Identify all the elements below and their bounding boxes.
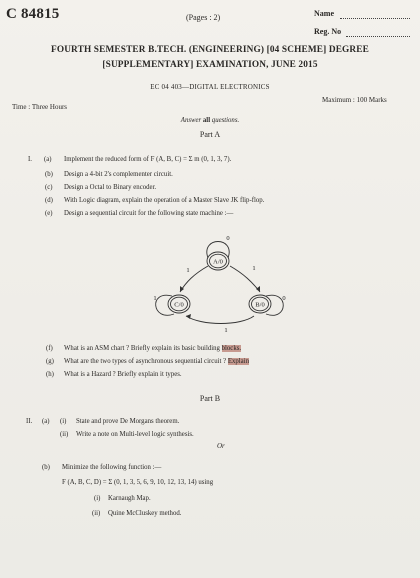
question-1e-text: Design a sequential circuit for the following state machine :—: [64, 210, 234, 217]
right-loop-label: 0: [282, 295, 286, 302]
question-2b-function: F (A, B, C, D) = Σ (0, 1, 3, 5, 6, 9, 10, 12, 13, 14) using: [62, 479, 214, 486]
arrowhead-right: [256, 286, 260, 292]
question-2a-ii-text: Write a note on Multi-level logic synthesis.: [76, 431, 194, 438]
name-label: Name: [314, 9, 334, 18]
question-1g-label: (g): [46, 358, 54, 365]
question-1h-text: What is a Hazard ? Briefly explain it types.: [64, 371, 182, 378]
edge-top-to-left: [180, 266, 208, 292]
question-2a-i-label: (i): [60, 418, 67, 425]
question-2a-i-text: State and prove De Morgans theorem.: [76, 418, 180, 425]
question-2b-i-text: Karnaugh Map.: [108, 495, 151, 502]
reg-no-field-line: [346, 36, 410, 37]
question-1c-label: (c): [45, 184, 53, 191]
edge-top-right-label: 1: [252, 265, 256, 272]
part-a-heading: Part A: [199, 130, 221, 139]
exam-title-line1: FOURTH SEMESTER B.TECH. (ENGINEERING) [04 SCHEME] DEGREE: [50, 45, 369, 55]
reg-no-label: Reg. No: [314, 27, 342, 36]
state-c-label: C/0: [174, 301, 184, 309]
instruction-bold: all: [202, 117, 211, 124]
instruction-prefix: Answer: [180, 117, 202, 124]
question-1d-text: With Logic diagram, explain the operation of a Master Slave JK flip-flop.: [64, 197, 265, 204]
question-1g-highlight: Explain: [227, 358, 249, 365]
exam-title-line2: [SUPPLEMENTARY] EXAMINATION, JUNE 2015: [102, 60, 318, 70]
time-allowed: Time : Three Hours: [12, 103, 68, 111]
question-2a-label: (a): [42, 418, 50, 425]
edge-bottom-label: 1: [224, 327, 228, 334]
edge-top-left-label: 1: [186, 267, 190, 274]
left-loop-label: 1: [153, 295, 157, 302]
instruction: [0, 117, 420, 124]
question-1g-line: [64, 358, 249, 365]
question-2b-text: Minimize the following function :—: [62, 464, 162, 471]
question-2-number: II.: [26, 418, 33, 425]
question-2b-ii-text: Quine McCluskey method.: [108, 510, 182, 517]
top-loop-label: 0: [226, 235, 230, 242]
state-a-label: A/0: [213, 258, 223, 266]
instruction-suffix: questions.: [211, 117, 240, 124]
question-1-number: I.: [28, 156, 32, 163]
question-1f-highlight: blocks.: [221, 345, 242, 352]
question-2b-label: (b): [42, 464, 50, 471]
left-self-loop: [156, 295, 174, 315]
question-1a-label: (a): [44, 156, 52, 163]
question-2b-i-label: (i): [94, 495, 101, 502]
maximum-marks: Maximum : 100 Marks: [322, 96, 387, 104]
question-1e-label: (e): [45, 210, 53, 217]
question-2b-ii-label: (ii): [92, 510, 101, 517]
page-count: (Pages : 2): [186, 13, 221, 22]
edge-right-to-left: [186, 316, 254, 324]
course-title: EC 04 403—DIGITAL ELECTRONICS: [150, 83, 270, 91]
state-b-label: B/0: [255, 301, 265, 309]
question-1c-text: Design a Octal to Binary encoder.: [64, 184, 157, 191]
question-2a-ii-label: (ii): [60, 431, 69, 438]
name-field-line: [340, 18, 410, 19]
question-1f-text: What is an ASM chart ? Briefly explain its basic building: [64, 345, 220, 352]
question-1a-text: Implement the reduced form of F (A, B, C) = Σ m (0, 1, 3, 7).: [64, 156, 232, 163]
or-separator: Or: [217, 442, 225, 450]
question-1b-text: Design a 4-bit 2's complementer circuit.: [64, 171, 173, 178]
paper-code: C 84815: [6, 6, 60, 22]
question-1b-label: (b): [45, 171, 53, 178]
question-1d-label: (d): [45, 197, 53, 204]
state-machine-diagram: [150, 234, 290, 334]
question-1g-text: What are the two types of asynchronous sequential circuit ?: [64, 358, 227, 365]
part-b-heading: Part B: [199, 394, 221, 403]
question-1f-label: (f): [46, 345, 53, 352]
question-1f-line: [64, 345, 241, 352]
question-1h-label: (h): [46, 371, 54, 378]
top-self-loop: [207, 242, 229, 259]
